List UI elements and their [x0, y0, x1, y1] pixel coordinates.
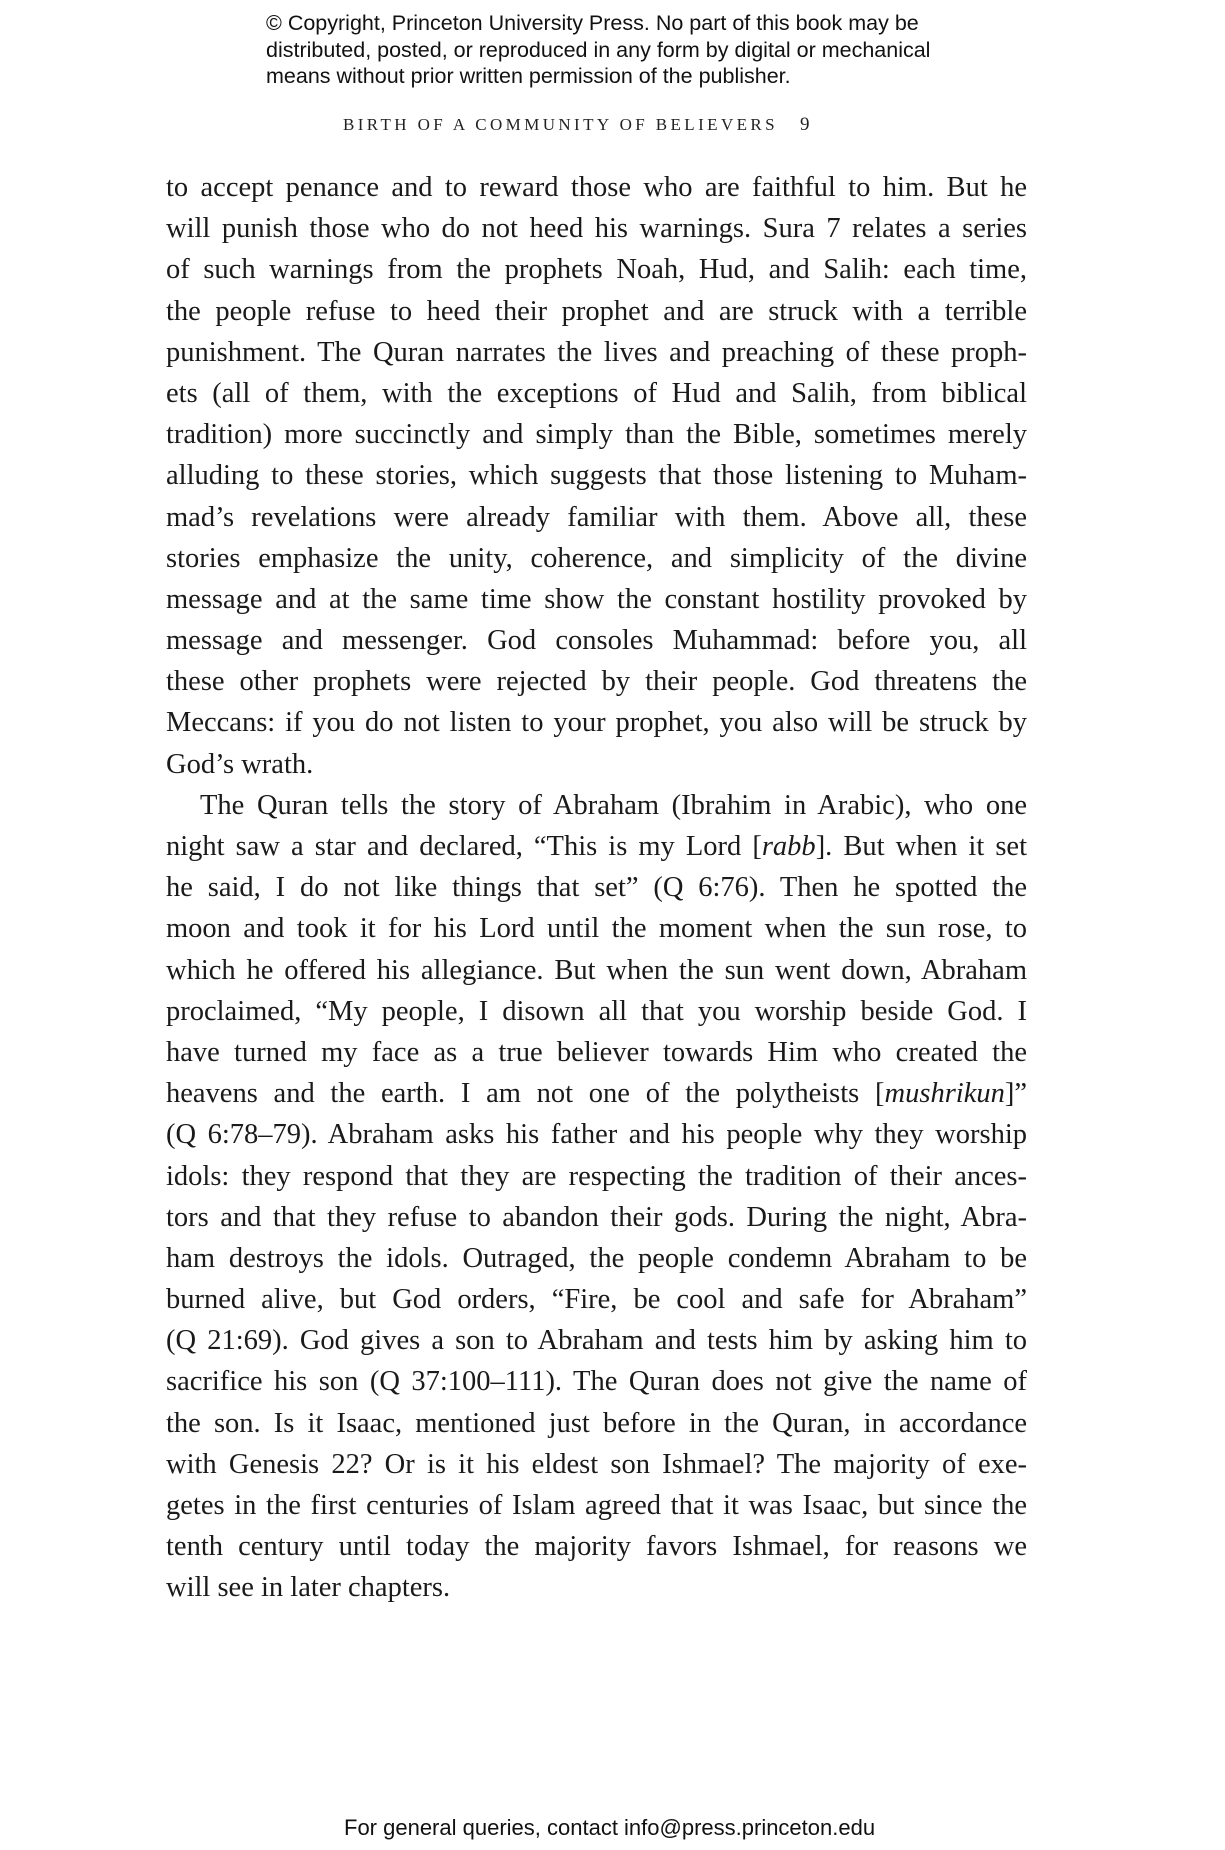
text-line: mad’s revelations were already familiar with them. Above all, these [166, 501, 1027, 533]
text-line: stories emphasize the unity, coherence, and simplicity of the divine [166, 542, 1027, 574]
text-line: with Genesis 22? Or is it his eldest son Ishmael? The majority of exe- [166, 1448, 1027, 1480]
text-line: ets (all of them, with the exceptions of Hud and Salih, from biblical [166, 377, 1027, 409]
page-number: 9 [800, 114, 810, 135]
text-line: burned alive, but God orders, “Fire, be cool and safe for Abraham” [166, 1284, 1027, 1316]
text-line: he said, I do not like things that set” (Q 6:76). Then he spotted the [166, 872, 1027, 904]
text-line: will punish those who do not heed his warnings. Sura 7 relates a series [166, 213, 1027, 245]
text-line: message and messenger. God consoles Muhammad: before you, all [166, 625, 1027, 657]
text-segment: ]. But when it set [815, 831, 1027, 862]
text-line [166, 1073, 1027, 1114]
text-line: tors and that they refuse to abandon their gods. During the night, Abra- [166, 1201, 1027, 1233]
text-line: alluding to these stories, which suggests that those listening to Muham- [166, 460, 1027, 492]
text-segment: night saw a star and declared, “This is my Lord [ [166, 831, 762, 862]
text-line: to accept penance and to reward those who are faithful to him. But he [166, 172, 1027, 203]
copyright-notice [266, 10, 1026, 90]
text-line [166, 826, 1027, 867]
text-line: (Q 6:78–79). Abraham asks his father and his people why they worship [166, 1119, 1027, 1151]
text-line: the people refuse to heed their prophet and are struck with a terrible [166, 295, 1027, 327]
italic-term: mushrikun [884, 1078, 1005, 1110]
text-segment: heavens and the earth. I am not one of the polytheists [ [166, 1078, 885, 1110]
text-line: punishment. The Quran narrates the lives and preaching of these proph- [166, 336, 1027, 368]
text-line: The Quran tells the story of Abraham (Ibrahim in Arabic), who one [200, 789, 1027, 821]
text-line: tradition) more succinctly and simply than the Bible, sometimes merely [166, 419, 1027, 451]
text-line: idols: they respond that they are respecting the tradition of their ances- [166, 1160, 1027, 1192]
text-line: tenth century until today the majority favors Ishmael, for reasons we [166, 1531, 1027, 1563]
footer-contact: For general queries, contact info@press.princeton.edu [344, 1815, 876, 1840]
text-line: God’s wrath. [166, 748, 314, 780]
text-line: moon and took it for his Lord until the moment when the sun rose, to [166, 913, 1027, 945]
text-line: have turned my face as a true believer towards Him who created the [166, 1036, 1027, 1068]
text-line: Meccans: if you do not listen to your prophet, you also will be struck by [166, 707, 1027, 739]
text-line: of such warnings from the prophets Noah, Hud, and Salih: each time, [166, 254, 1027, 286]
text-line: ham destroys the idols. Outraged, the people condemn Abraham to be [166, 1242, 1027, 1274]
text-line: message and at the same time show the constant hostility provoked by [166, 583, 1027, 615]
italic-term: rabb [761, 831, 816, 862]
text-line: proclaimed, “My people, I disown all that you worship beside God. I [166, 995, 1027, 1027]
text-segment: ]” [1004, 1078, 1027, 1110]
text-line: the son. Is it Isaac, mentioned just before in the Quran, in accordance [166, 1407, 1027, 1439]
text-line: which he offered his allegiance. But when the sun went down, Abraham [166, 954, 1027, 986]
copyright-line: © Copyright, Princeton University Press. No part of this book may be [266, 11, 919, 35]
text-line: sacrifice his son (Q 37:100–111). The Quran does not give the name of [166, 1366, 1027, 1398]
running-head-title: BIRTH OF A COMMUNITY OF BELIEVERS [343, 115, 778, 134]
text-line: (Q 21:69). God gives a son to Abraham and tests him by asking him to [166, 1325, 1027, 1357]
text-line: getes in the first centuries of Islam agreed that it was Isaac, but since the [166, 1490, 1027, 1521]
copyright-line: distributed, posted, or reproduced in any form by digital or mechanical [266, 37, 931, 62]
text-line: these other prophets were rejected by their people. God threatens the [166, 666, 1027, 698]
copyright-line: means without prior written permission of the publisher. [266, 64, 791, 88]
body-text [166, 167, 1027, 1609]
text-line: will see in later chapters. [166, 1572, 451, 1604]
running-head [343, 114, 810, 136]
